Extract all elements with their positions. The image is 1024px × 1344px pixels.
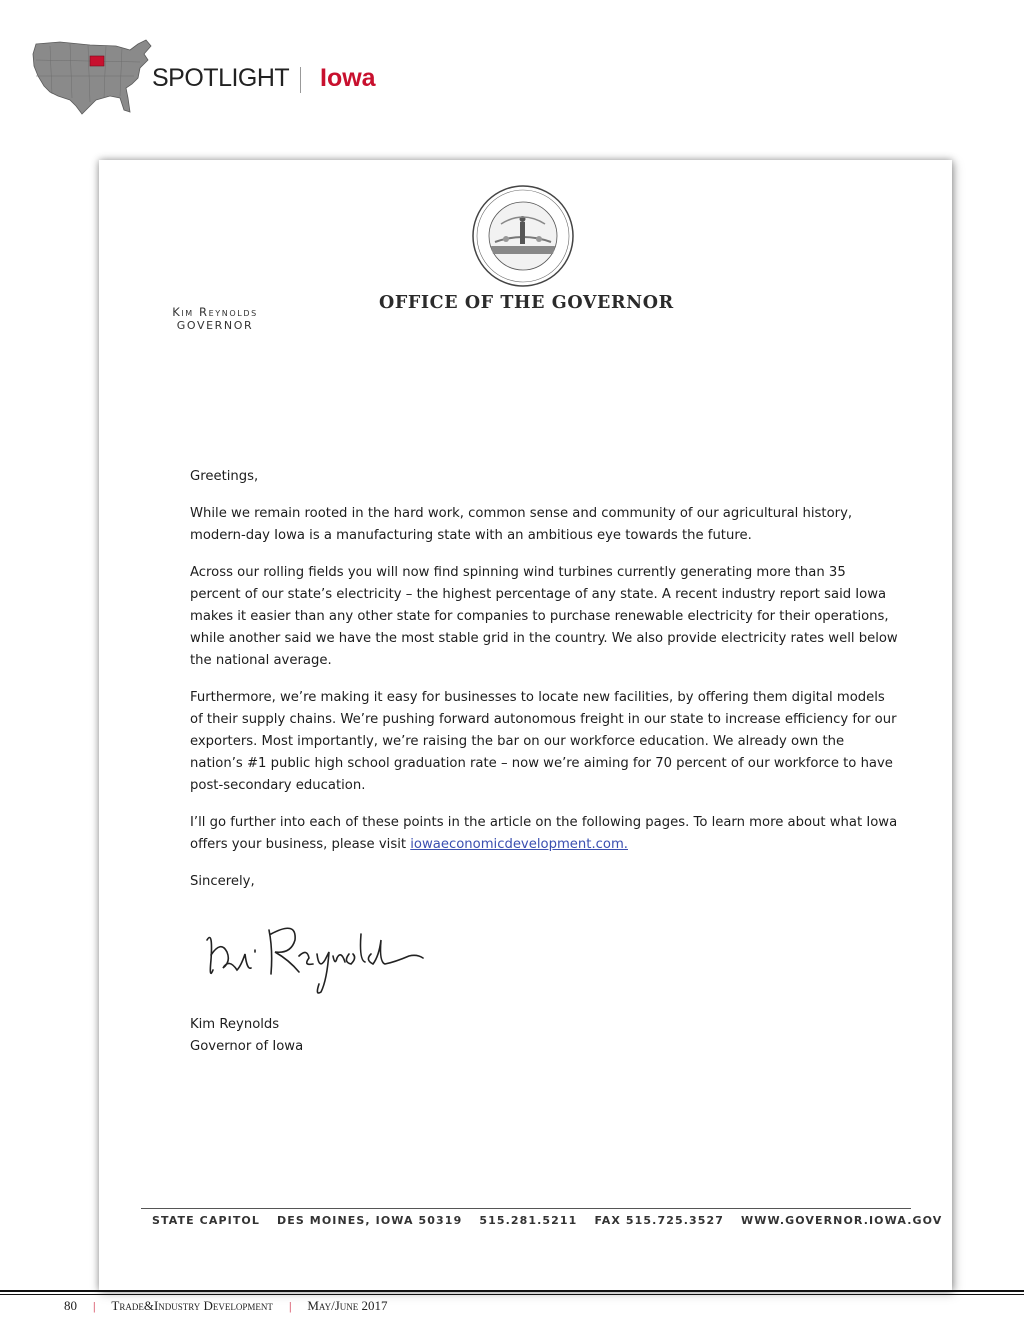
iowa-highlight-icon [90,56,104,66]
state-name: Iowa [320,64,376,92]
signer-title: Governor of Iowa [190,1039,304,1054]
footer-separator: | [93,1298,96,1313]
paragraph: Furthermore, we’re making it easy for businesses to locate new facilities, by offering them digital models of their supply chains. We’re pushing forward autonomous freight in our state to increase efficiency for our exporters. Most importantly, we’re raising the bar on our workforce education. We already own the nation’s #1 public high school graduation rate – now we’re aiming for 70 percent of our workforce to have post-secondary education. [190,690,897,793]
us-map-icon [30,36,158,118]
paragraph: While we remain rooted in the hard work, common sense and community of our agricultural history, modern-day Iowa is a manufacturing state with an ambitious eye towards the future. [190,506,853,543]
office-title: OFFICE OF THE GOVERNOR [379,293,674,313]
footer-fax: FAX 515.725.3527 [594,1214,725,1227]
greeting: Greetings, [190,469,259,484]
governor-letter [99,160,952,1290]
publication-name: Trade&Industry Development [111,1298,273,1313]
footer-divider [141,1208,911,1209]
footer-website: WWW.GOVERNOR.IOWA.GOV [741,1214,943,1227]
closing-block [190,1014,303,1058]
footer-city: DES MOINES, IOWA 50319 [276,1214,463,1227]
website-link[interactable]: iowaeconomicdevelopment.com. [410,837,628,852]
section-label: SPOTLIGHT [152,64,290,92]
footer-phone: 515.281.5211 [479,1214,578,1227]
iowa-state-seal-icon [471,184,575,288]
page-footer [64,1298,388,1314]
footer-separator: | [288,1298,292,1313]
header-divider [300,67,301,93]
paragraph: Across our rolling fields you will now find spinning wind turbines currently generating more than 35 percent of our state’s electricity – the highest percentage of any state. A recent industry report said Iowa makes it easier than any other state for companies to purchase renewable electricity for their operations, while another said we have the most stable grid in the country. We also provide electricity rates well below the national average. [190,565,898,668]
page-number: 80 [64,1298,77,1313]
issue-date: May/June 2017 [307,1298,388,1313]
footer-location: STATE CAPITOL [152,1214,260,1227]
governor-name: Kim Reynolds [172,305,258,319]
paragraph: I’ll go further into each of these points in the article on the following pages. To learn more about what Iowa offers your business, please visit iowaeconomicdevelopment.com. [190,815,898,852]
letter-footer [152,1214,943,1227]
signature-icon [199,910,429,1000]
letter-body [190,466,900,908]
page-rule [0,1294,1024,1295]
signer-name: Kim Reynolds [190,1017,280,1032]
sign-off: Sincerely, [190,874,255,889]
page-rule [0,1290,1024,1292]
governor-title: GOVERNOR [176,319,254,332]
